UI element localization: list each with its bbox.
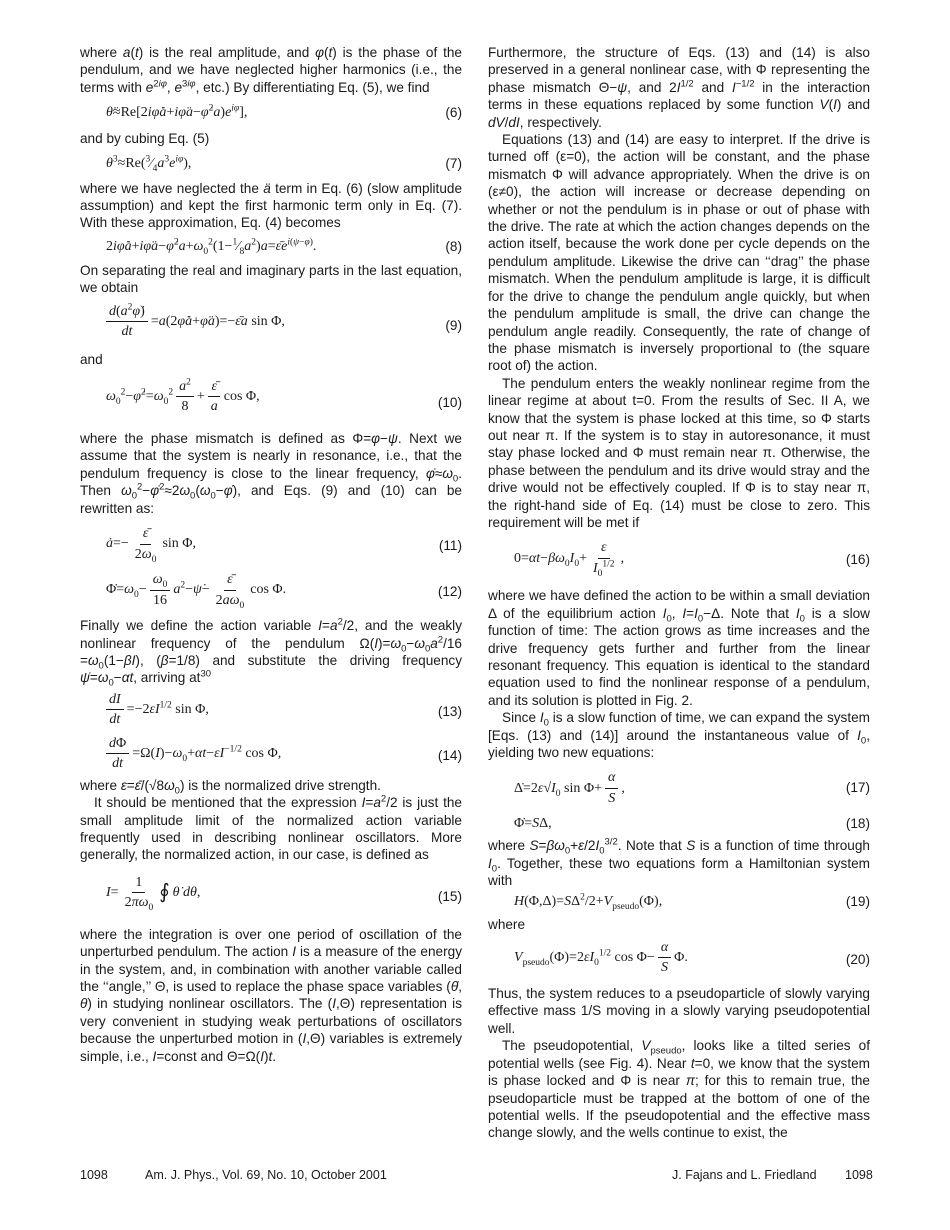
equation-15: I= $\frac{1}{2\pi\omega_0}$ ∮ θ̇ dθ, (15) [106,874,462,913]
equation-number: (14) [437,747,462,763]
equation-number: (6) [445,105,462,121]
equation-number: (10) [437,395,462,411]
equation-number: (19) [845,893,870,909]
paragraph: where a(t) is the real amplitude, and φ(t) is the phase of the pendulum, and we have neglected higher harmonics (i.e., the terms with $e^{2i\varphi}$, $e^{3i\varphi}$, etc.) By differentiating Eq. (5), we find [80,45,462,95]
paragraph: where the phase mismatch is defined as Φ=φ−ψ. Next we assume that the system is nearly in resonance, i.e., that the pendulum frequency is close to the linear frequency, $\varphi̇\approx\omega_0$. Then $\omega_0^2-\varphi̇^2\approx 2\omega_0(\omega_0-\varphi̇)$, and Eqs. (9) and (10) can be rewritten as: [80,431,462,516]
paragraph: On separating the real and imaginary parts in the last equation, we obtain [80,262,462,296]
equation-14: $\frac{d\Phi}{dt}$ $=\Omega(I)-\omega_0+\alpha t-\varepsilon I^{-1/2}$ cos Φ, (14) [80,733,462,777]
equation-number: (16) [845,552,870,568]
equation-number: (12) [437,584,462,600]
equation-18: Φ̇=SΔ, (18) [514,816,870,832]
paragraph: where $S=\beta\omega_0+\varepsilon/2I_0^{3/2}$. Note that S is a function of time through $I_0$. Together, these two equations form a Hamiltonian system with [488,836,870,889]
equation-10: $\omega_0^2-\varphi̇^2=\omega_0^2$ $\frac{a^2}{8}$ + $\frac{\varepsilon̄}{a}$ cos Φ, (10) [106,377,462,415]
authors: J. Fajans and L. Friedland [672,1168,817,1182]
page-number-right: 1098 [845,1168,873,1182]
page-number-left: 1098 [80,1168,108,1182]
paragraph: Finally we define the action variable $I=a^2/2$, and the weakly nonlinear frequency of the pendulum $\Omega(I)=\omega_0-\omega_0a^2/16 =\omega_0(1-\beta I)$, (β=1/8) and substitute the driving frequency $\psi̇=\omega_0-\alpha t$, arriving $at^{30}$ [80,616,462,690]
left-column [80,44,462,1065]
right-column [488,44,870,1142]
paragraph: The pendulum enters the weakly nonlinear regime from the linear regime at about t=0. From the results of Sec. II A, we know that the system is phase locked at this time, so Φ starts out near π. If the system is to stay in autoresonance, it must stay phase locked and Φ must remain near π. Otherwise, the phase between the pendulum and its drive would stray and the drive would not be effectively coupled. If Φ is to stay near π, the right-hand side of Eq. (14) must be close to zero. This requirement will be met if [488,375,870,530]
equation-number: (20) [845,952,870,968]
equation-17: $\Deltȧ=2\varepsilon√I_0$ sin Φ+ $\frac{\alpha}{S}$ , (17) [514,770,870,806]
equation-12: $\Phi̇=\omega_0-$ $\frac{\omega_0}{16}$ $a^2-\psi̇-$ $\frac{\varepsilon̄}{2a\omega_0}$ cos Φ. (12) [106,572,462,611]
equation-6: $\thetä\approx Re[2i\varphi̇ȧ+i\varphïa-\varphi̇^2a)e^{i\varphi}$], (6) [106,103,462,121]
equation-9: $\frac{d(a^2\varphi̇)}{dt}$ =a(2φ̇ȧ+φ̈a)=−ε̄a sin Φ, (9) [80,297,462,351]
equation-number: (18) [845,816,870,832]
equation-20: $V_{pseudo}(\Phi)=2\varepsilon I_0^{1/2}$ cos Φ− $\frac{\alpha}{S}$ Φ. (20) [514,940,870,976]
equation-number: (13) [437,703,462,719]
equation-number: (11) [438,538,462,554]
paragraph: and by cubing Eq. (5) [80,131,210,147]
citation: 30 [200,668,212,680]
paragraph: where we have defined the action to be within a small deviation Δ of the equilibrium action $I_0$, $I=I_0-\Delta$. Note that $I_0$ is a slow function of time: The action grows as time increases and the drive frequency gets further and further from the linear resonant frequency. This equation is identical to the standard equation used to find the nonlinear response of a pendulum, and its solution is plotted in Fig. 2. [488,588,870,708]
paragraph: It should be mentioned that the expression $I=a^2/2$ is just the small amplitude limit of the normalized action variable frequently used in describing nonlinear oscillators. More generally, the normalized action, in our case, is defined as [80,793,462,863]
equation-number: (8) [445,238,462,254]
equation-13: $\frac{dI}{dt}$ $=-2\varepsilon I^{1/2}$ sin Φ, (13) [80,687,462,733]
paragraph: and [80,351,103,367]
journal-citation: Am. J. Phys., Vol. 69, No. 10, October 2001 [145,1168,387,1182]
paragraph: where the integration is over one period of oscillation of the unperturbed pendulum. The action I is a measure of the energy in the system, and, in combination with another variable called the ‘‘angle,’’ Θ, is used to replace the phase space variables (θ̇, θ) in studying nonlinear oscillators. The (I,Θ) representation is very convenient in studying weak perturbations of oscillators because the unperturbed motion in (I,Θ) variables is extremely simple, i.e., I=const and Θ=Ω(I)t. [80,926,462,1064]
paragraph: where we have neglected the ä term in Eq. (6) (slow amplitude assumption) and kept the first harmonic term only in Eq. (7). With these approximation, Eq. (4) becomes [80,180,463,231]
equation-number: (9) [445,317,462,333]
paragraph: Equations (13) and (14) are easy to interpret. If the drive is turned off (ε=0), the action will be constant, and the phase mismatch Φ will advance appropriately. When the drive is on (ε≠0), the action will increase or decrease depending on whether or not the pendulum is in phase or out of phase with the drive. The rate at which the action changes depends on the action itself, because the work done per cycle depends on the pendulum amplitude. Likewise the drive can ‘‘drag’’ the phase mismatch. When the pendulum amplitude is large, it is difficult for the drive to change the pendulum angle quickly, but when the pendulum amplitude is small, the drive can change the pendulum angle readily. Consequently, the rate of change of the phase mismatch is inversely proportional to (the square root of) the action. [488,132,870,374]
equation-7: $\theta^3\approx Re(^3⁄_4a^3e^{i\varphi})$, (7) [106,153,462,174]
equation-number: (7) [445,155,462,171]
paragraph: where [488,916,526,932]
paragraph: where $\varepsilon=\varepsilon̄/(√8\omega_0)$ is the normalized drive strength. [80,777,381,797]
equation-16: $0=\alpha t-\beta\omega_0I_0+$ $\frac{\varepsilon}{I_0^{1/2}}$ , (16) [514,540,870,579]
paragraph: Thus, the system reduces to a pseudoparticle of slowly varying effective mass 1/S moving in a slowly varying pseudopotential well. [488,986,870,1036]
equation-number: (17) [845,780,870,796]
equation-11: ȧ=− $\frac{\varepsilon̄}{2\omega_0}$ sin Φ, (11) [106,526,462,565]
paragraph: Since $I_0$ is a slow function of time, we can expand the system [Eqs. (13) and (14)] around the instantaneous value of $I_0$, yielding two new equations: [488,710,871,761]
equation-8: $2i\varphi̇ȧ+i\varphïa-\varphi̇^2a+\omega_0^2(1-^1⁄_8a^2)a=\varepsilon̄e^{i(\psi-\varphi)}$. (8) [106,237,462,257]
equation-19: $H(\Phi,\Delta)=S\Delta^2/2+V_{pseudo}(\Phi)$, (19) [514,892,870,912]
paragraph: Furthermore, the structure of Eqs. (13) and (14) is also preserved in a general nonlinear case, with Φ representing the phase mismatch Θ−ψ, and $2I^{1/2}$ and $I^{-1/2}$ in the interaction terms in these equations replaced by some function V(I) and dV/dI, respectively. [488,45,871,130]
equation-number: (15) [437,888,462,904]
paragraph: The pseudopotential, $V_{pseudo}$, looks like a tilted series of potential wells (see Fig. 4). Near t=0, we know that the system is phase locked and Φ is near π; for this to remain true, the pseudoparticle must be trapped at the bottom of one of the potential wells. If the pseudopotential and the effective mass change slowly, and the wells continue to exist, the [488,1038,870,1141]
